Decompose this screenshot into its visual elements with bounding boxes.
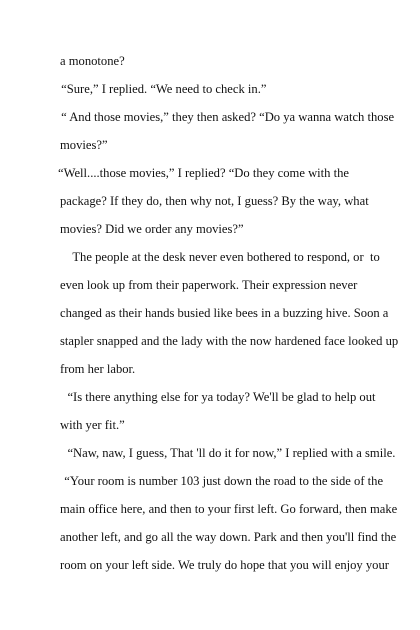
text-line: “Well....those movies,” I replied? “Do they come with the bbox=[58, 166, 349, 180]
text-line: movies?” bbox=[60, 138, 108, 152]
text-line: package? If they do, then why not, I guess? By the way, what bbox=[60, 194, 369, 208]
text-line: main office here, and then to your first left. Go forward, then make bbox=[60, 502, 398, 516]
text-line: a monotone? bbox=[60, 54, 125, 68]
text-line: another left, and go all the way down. Park and then you'll find the bbox=[60, 530, 397, 544]
text-line: room on your left side. We truly do hope that you will enjoy your bbox=[60, 558, 389, 572]
text-line: changed as their hands busied like bees in a buzzing hive. Soon a bbox=[60, 306, 389, 320]
text-line: even look up from their paperwork. Their expression never bbox=[60, 278, 358, 292]
text-line: with yer fit.” bbox=[60, 418, 125, 432]
text-line: “Your room is number 103 just down the road to the side of the bbox=[58, 474, 384, 488]
text-line: from her labor. bbox=[60, 362, 136, 376]
text-line: stapler snapped and the lady with the now hardened face looked up bbox=[60, 334, 399, 348]
text-line: The people at the desk never even bothered to respond, or to bbox=[60, 250, 380, 264]
text-line: “ And those movies,” they then asked? “Do ya wanna watch those bbox=[58, 110, 395, 124]
text-line: “Sure,” I replied. “We need to check in.” bbox=[58, 82, 267, 96]
text-line: movies? Did we order any movies?” bbox=[60, 222, 244, 236]
text-line: “Is there anything else for ya today? We'll be glad to help out bbox=[58, 390, 376, 404]
text-line: “Naw, naw, I guess, That 'll do it for now,” I replied with a smile. bbox=[58, 446, 396, 460]
